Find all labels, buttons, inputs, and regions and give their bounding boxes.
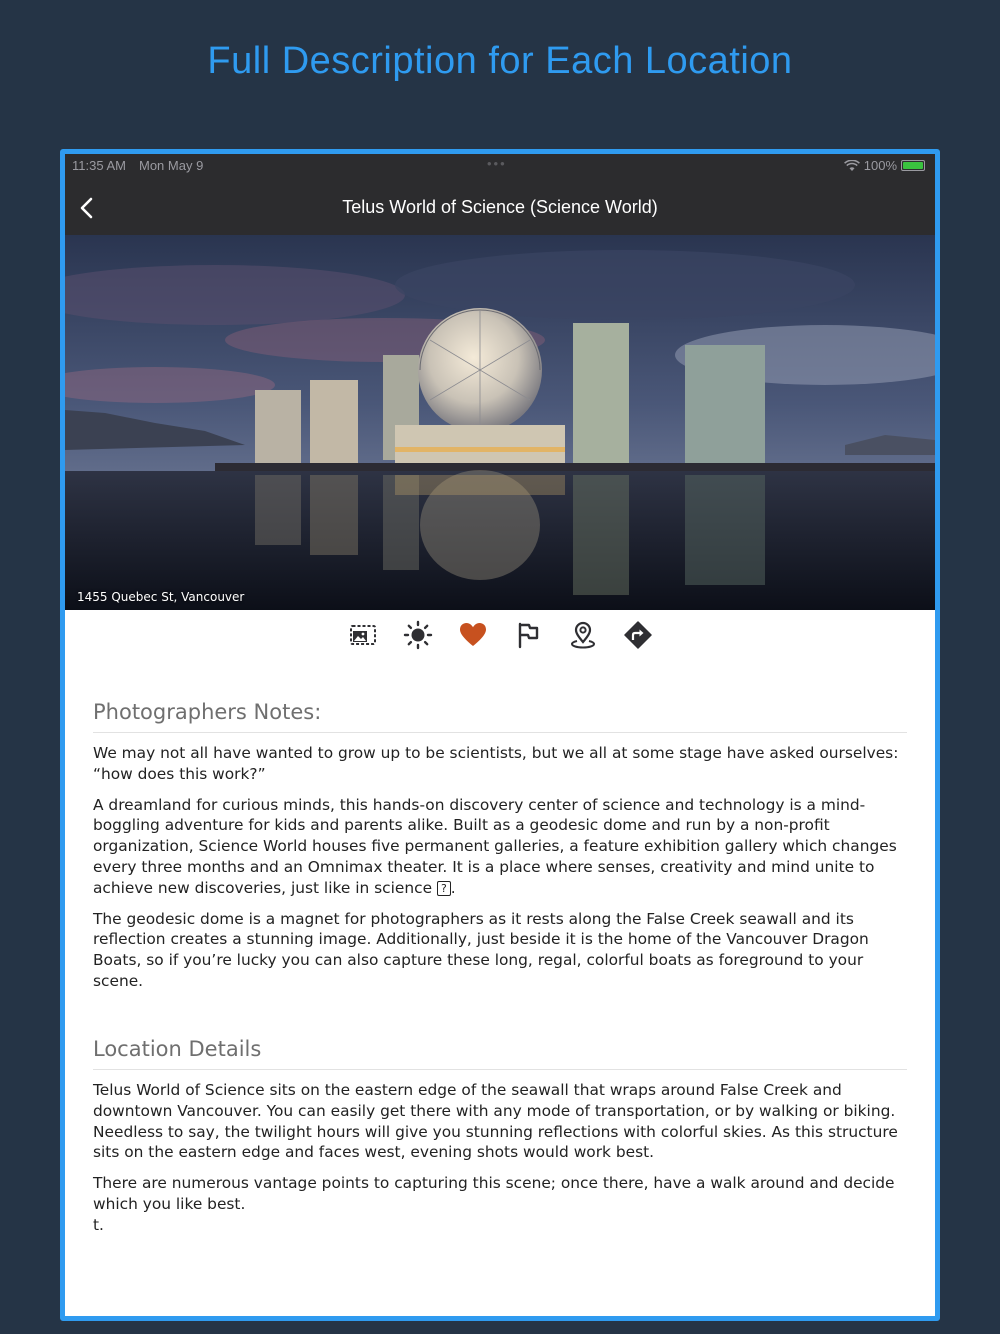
- details-paragraph-3: t.: [93, 1215, 104, 1234]
- battery-percent: 100%: [863, 158, 897, 173]
- battery-icon: [901, 160, 925, 171]
- location-photo-scene: [65, 235, 935, 610]
- multitasking-dots[interactable]: •••: [487, 156, 507, 171]
- flag-icon: [513, 620, 543, 650]
- nav-title: Telus World of Science (Science World): [342, 197, 658, 217]
- location-address: 1455 Quebec St, Vancouver: [77, 590, 245, 604]
- directions-button[interactable]: [622, 619, 654, 651]
- map-pin-icon: [568, 620, 598, 650]
- unknown-glyph-box: ?: [437, 881, 451, 896]
- details-paragraph-1: Telus World of Science sits on the eastern edge of the seawall that wraps around False Creek and downtown Vancouver. You can easily get there with any mode of transportation, or by walking or biking. Needless to say, the twilight hours will give you stunning reflections with colorful skies. As this structure sits on the eastern edge and faces west, evening shots would work best.: [93, 1081, 898, 1162]
- location-photo[interactable]: [65, 235, 935, 610]
- photographers-notes-section: [93, 700, 907, 1002]
- device-frame: [60, 149, 940, 1321]
- status-time: 11:35 AM: [72, 158, 126, 173]
- gallery-button[interactable]: [347, 619, 379, 651]
- page-headline: Full Description for Each Location: [207, 40, 793, 82]
- favorite-button[interactable]: [457, 619, 489, 651]
- heart-icon: [458, 620, 488, 650]
- sun-icon: [403, 620, 433, 650]
- gallery-icon: [348, 620, 378, 650]
- flag-button[interactable]: [512, 619, 544, 651]
- status-date: Mon May 9: [139, 158, 204, 173]
- details-paragraph-2: There are numerous vantage points to capturing this scene; once there, have a walk around and decide which you like best.: [93, 1174, 895, 1213]
- navigation-bar: [65, 182, 935, 235]
- notes-paragraph-2-text: A dreamland for curious minds, this hands-on discovery center of science and technology is a mind-boggling adventure for kids and parents alike. Built as a geodesic dome and run by a non-profit organization, Science World houses five permanent galleries, a feature exhibition gallery which changes every three months and an Omnimax theater. It is a place where senses, creativity and mind unite to achieve new discoveries, just like in science: [93, 795, 897, 897]
- map-button[interactable]: [567, 619, 599, 651]
- notes-paragraph-2-end: .: [450, 878, 456, 897]
- directions-icon: [623, 620, 653, 650]
- notes-paragraph-1: We may not all have wanted to grow up to be scientists, but we all at some stage have asked ourselves: “how does this work?”: [93, 744, 899, 783]
- action-toolbar: [65, 612, 935, 658]
- light-button[interactable]: [402, 619, 434, 651]
- notes-heading: Photographers Notes:: [93, 700, 907, 733]
- details-heading: Location Details: [93, 1037, 907, 1070]
- location-details-section: [93, 1037, 907, 1246]
- notes-paragraph-2: [93, 795, 907, 899]
- status-bar: [65, 154, 935, 182]
- notes-paragraph-3: The geodesic dome is a magnet for photographers as it rests along the False Creek seawall and its reflection creates a stunning image. Additionally, just beside it is the home of the Vancouver Dragon Boats, so if you’re lucky you can also capture these long, regal, colorful boats as foreground to your scene.: [93, 909, 869, 990]
- status-right: [844, 158, 925, 173]
- wifi-icon: [844, 160, 860, 172]
